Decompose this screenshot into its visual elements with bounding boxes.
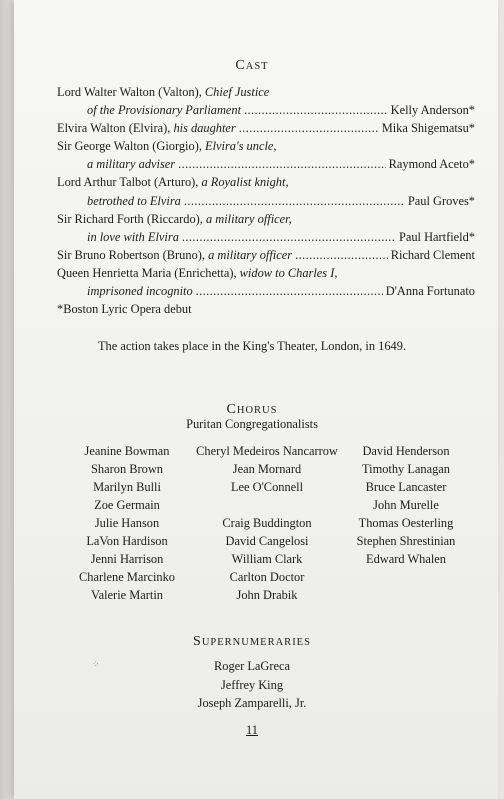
chorus-subheading: Puritan Congregationalists xyxy=(186,417,318,431)
performer-name: Kelly Anderson* xyxy=(390,103,475,118)
cast-row xyxy=(57,119,475,137)
chorus-member: David Henderson xyxy=(362,444,450,458)
dot-leader xyxy=(178,155,386,173)
dot-leader xyxy=(184,192,405,210)
chorus-member: Zoe Germain xyxy=(94,498,160,512)
chorus-member: LaVon Hardison xyxy=(86,534,168,548)
supernumerary-name: Roger LaGreca xyxy=(213,659,291,673)
role-name xyxy=(87,192,181,210)
performer-name: Richard Clement xyxy=(390,247,475,262)
debut-footnote: *Boston Lyric Opera debut xyxy=(57,302,192,317)
role-name xyxy=(87,282,193,300)
dot-leader xyxy=(182,228,396,246)
cast-row xyxy=(57,83,475,101)
supernumeraries-list xyxy=(0,657,504,713)
role-title: Elvira Walton (Elvira), xyxy=(57,121,174,136)
role-description: a military adviser xyxy=(87,157,176,172)
role-description: in love with Elvira xyxy=(87,229,179,244)
supernumeraries-heading: SUPERNUMERARIES xyxy=(193,634,311,649)
role-description: widow to Charles I, xyxy=(239,265,338,280)
role-name xyxy=(87,101,241,119)
role-name xyxy=(57,173,289,191)
chorus-column-1 xyxy=(66,442,188,604)
chorus-member: Craig Buddington xyxy=(222,516,312,530)
supernumerary-name: Joseph Zamparelli, Jr. xyxy=(197,696,307,710)
role-title: Queen Henrietta Maria (Enrichetta), xyxy=(57,265,240,280)
cast-row xyxy=(57,192,475,210)
performer-name: D'Anna Fortunato xyxy=(385,284,475,299)
chorus-member: Valerie Martin xyxy=(91,588,163,602)
cast-row xyxy=(57,101,475,119)
paper-speck: ⁘ xyxy=(92,659,100,669)
role-name xyxy=(87,228,179,246)
page-number: 11 xyxy=(246,723,258,737)
role-description: a Royalist knight, xyxy=(201,175,289,190)
cast-heading: CAST xyxy=(235,58,269,73)
chorus-member: John Murelle xyxy=(373,498,439,512)
dot-leader xyxy=(244,101,388,119)
chorus-member: Jeanine Bowman xyxy=(84,444,170,458)
cast-row xyxy=(57,173,475,191)
chorus-member: Marilyn Bulli xyxy=(93,480,161,494)
dot-leader xyxy=(196,282,383,300)
cast-row xyxy=(57,137,475,155)
performer-name: Paul Groves* xyxy=(407,193,475,208)
role-name xyxy=(57,83,269,101)
cast-row xyxy=(57,228,475,246)
chorus-member: Thomas Oesterling xyxy=(358,516,454,530)
performer-name: Paul Hartfield* xyxy=(398,229,475,244)
role-name xyxy=(57,246,292,264)
chorus-member: Charlene Marcinko xyxy=(79,570,175,584)
role-name xyxy=(57,264,337,282)
chorus-member: Edward Whalen xyxy=(366,552,446,566)
role-description: a military officer xyxy=(208,247,293,262)
chorus-member: Sharon Brown xyxy=(91,462,163,476)
supernumerary-name: Jeffrey King xyxy=(220,677,284,692)
cast-list xyxy=(57,83,475,318)
chorus-member: Jean Mornard xyxy=(232,462,302,476)
chorus-column-2 xyxy=(193,442,341,604)
dot-leader xyxy=(239,119,379,137)
cast-row xyxy=(57,282,475,300)
role-title: Lord Arthur Talbot (Arturo), xyxy=(57,175,202,190)
chorus-member xyxy=(193,496,341,514)
chorus-member: Julie Hanson xyxy=(94,516,160,530)
chorus-member: Jenni Harrison xyxy=(90,552,164,566)
role-title: Sir Richard Forth (Riccardo), xyxy=(57,211,206,226)
chorus-member: Lee O'Connell xyxy=(230,480,304,494)
role-title: Sir Bruno Robertson (Bruno), xyxy=(57,247,209,262)
performer-name: Mika Shigematsu* xyxy=(381,121,475,136)
role-name xyxy=(87,155,175,173)
chorus-heading: CHORUS xyxy=(226,402,278,417)
chorus-member: Timothy Lanagan xyxy=(362,462,450,476)
role-name xyxy=(57,119,236,137)
setting-note: The action takes place in the King's Theater, London, in 1649. xyxy=(97,339,407,353)
role-title: Lord Walter Walton (Valton), xyxy=(57,85,205,99)
role-description: Chief Justice xyxy=(204,85,270,99)
dot-leader xyxy=(295,246,388,264)
role-description: Elvira's uncle, xyxy=(205,139,277,154)
chorus-member: William Clark xyxy=(231,552,303,566)
cast-row xyxy=(57,210,475,228)
cast-row xyxy=(57,155,475,173)
cast-row xyxy=(57,264,475,282)
role-title: Sir George Walton (Giorgio), xyxy=(57,139,206,154)
role-description: a military officer, xyxy=(206,211,292,226)
cast-row xyxy=(57,246,475,264)
chorus-member: Bruce Lancaster xyxy=(365,480,447,494)
role-name xyxy=(57,137,277,155)
chorus-member: John Drabik xyxy=(236,588,298,602)
performer-name: Raymond Aceto* xyxy=(388,157,475,172)
chorus-member: Carlton Doctor xyxy=(229,570,305,584)
role-description: imprisoned incognito xyxy=(87,284,193,299)
role-description: of the Provisionary Parliament xyxy=(87,103,242,118)
role-description: betrothed to Elvira xyxy=(87,193,181,208)
role-name xyxy=(57,210,292,228)
chorus-column-3 xyxy=(346,442,466,568)
chorus-member: David Cangelosi xyxy=(225,534,309,548)
role-description: his daughter xyxy=(173,121,236,136)
chorus-member: Stephen Shrestinian xyxy=(356,534,456,548)
chorus-member: Cheryl Medeiros Nancarrow xyxy=(196,444,338,458)
